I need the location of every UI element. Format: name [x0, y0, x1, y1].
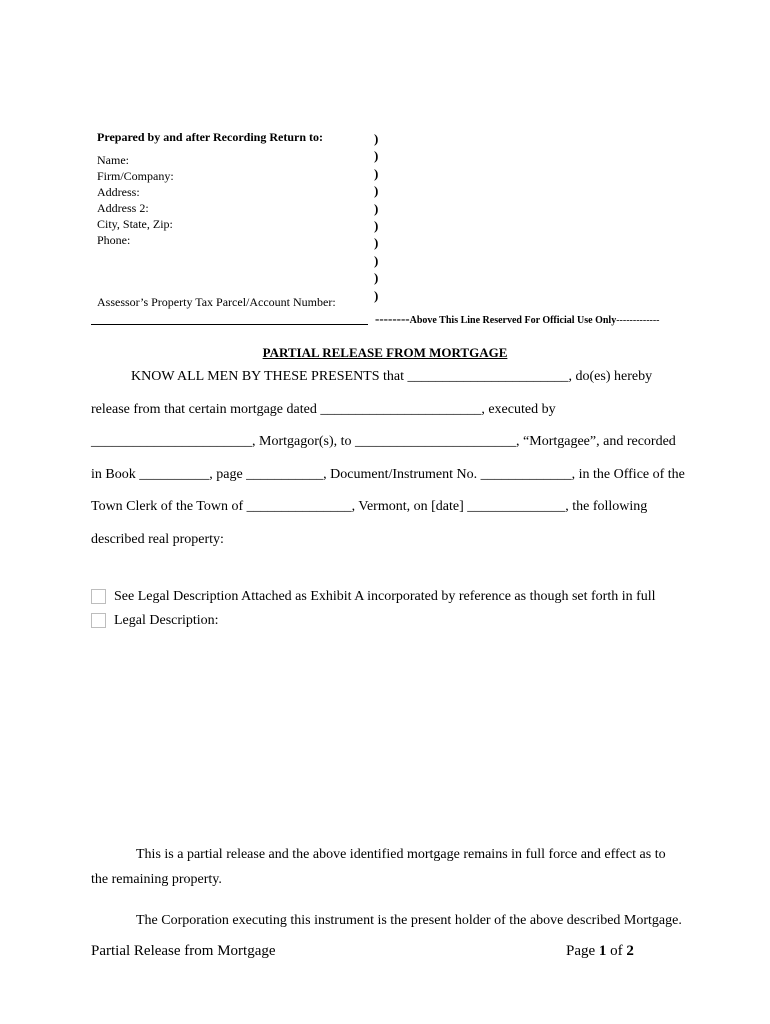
reserved-official-use-note — [375, 311, 660, 327]
body-line-4: in Book __________, page ___________, Document/Instrument No. _____________, in the Office of the — [91, 467, 685, 482]
footer-document-name: Partial Release from Mortgage — [91, 943, 276, 959]
field-address2-label: Address 2: — [97, 201, 149, 215]
paren: ) — [374, 200, 379, 216]
paren: ) — [374, 131, 379, 146]
exhibit-a-checkbox[interactable] — [91, 589, 106, 604]
corporation-statement: The Corporation executing this instrument is the present holder of the above described Mortgage. — [136, 913, 682, 928]
of-label: of — [610, 943, 623, 959]
page-current: 1 — [598, 943, 607, 959]
assessor-parcel-label: Assessor’s Property Tax Parcel/Account Number: — [97, 295, 336, 309]
legal-description-label: Legal Description: — [114, 613, 219, 628]
body-line-1: KNOW ALL MEN BY THESE PRESENTS that _______________________, do(es) hereby — [131, 369, 653, 384]
paren: ) — [374, 218, 379, 234]
paren: ) — [374, 148, 379, 164]
paren: ) — [374, 183, 379, 199]
partial-release-text-line1: This is a partial release and the above identified mortgage remains in full force and effect as to — [136, 847, 666, 862]
reserved-trail-dashes: ------------- — [616, 315, 660, 326]
paren: ) — [374, 252, 379, 268]
field-name-label: Name: — [97, 153, 129, 167]
paren: ) — [374, 235, 379, 251]
document-title: PARTIAL RELEASE FROM MORTGAGE — [262, 345, 508, 360]
paren: ) — [374, 165, 379, 181]
legal-description-checkbox[interactable] — [91, 613, 106, 628]
field-address-label: Address: — [97, 185, 140, 199]
paren: ) — [374, 270, 379, 286]
page-label: Page — [566, 943, 596, 959]
body-line-3: _______________________, Mortgagor(s), to _______________________, “Mortgagee”, and recorded — [91, 434, 676, 449]
exhibit-a-label: See Legal Description Attached as Exhibit A incorporated by reference as though set forth in full — [114, 589, 656, 604]
paren: ) — [374, 287, 379, 303]
partial-release-text-line2: the remaining property. — [91, 872, 222, 887]
footer-page-number — [566, 943, 634, 960]
recording-divider-line — [91, 324, 368, 325]
body-line-2: release from that certain mortgage dated _______________________, executed by — [91, 402, 556, 417]
field-city-state-zip-label: City, State, Zip: — [97, 217, 173, 231]
field-phone-label: Phone: — [97, 233, 131, 247]
page-total: 2 — [626, 943, 634, 959]
paren-column — [374, 130, 378, 304]
reserved-lead-dashes: -------- — [375, 311, 410, 326]
field-firm-label: Firm/Company: — [97, 169, 174, 183]
body-line-6: described real property: — [91, 532, 224, 547]
reserved-text: Above This Line Reserved For Official Use Only — [409, 315, 617, 326]
prepared-by-label: Prepared by and after Recording Return to: — [97, 130, 323, 144]
body-line-5: Town Clerk of the Town of _______________, Vermont, on [date] ______________, the following — [91, 499, 648, 514]
